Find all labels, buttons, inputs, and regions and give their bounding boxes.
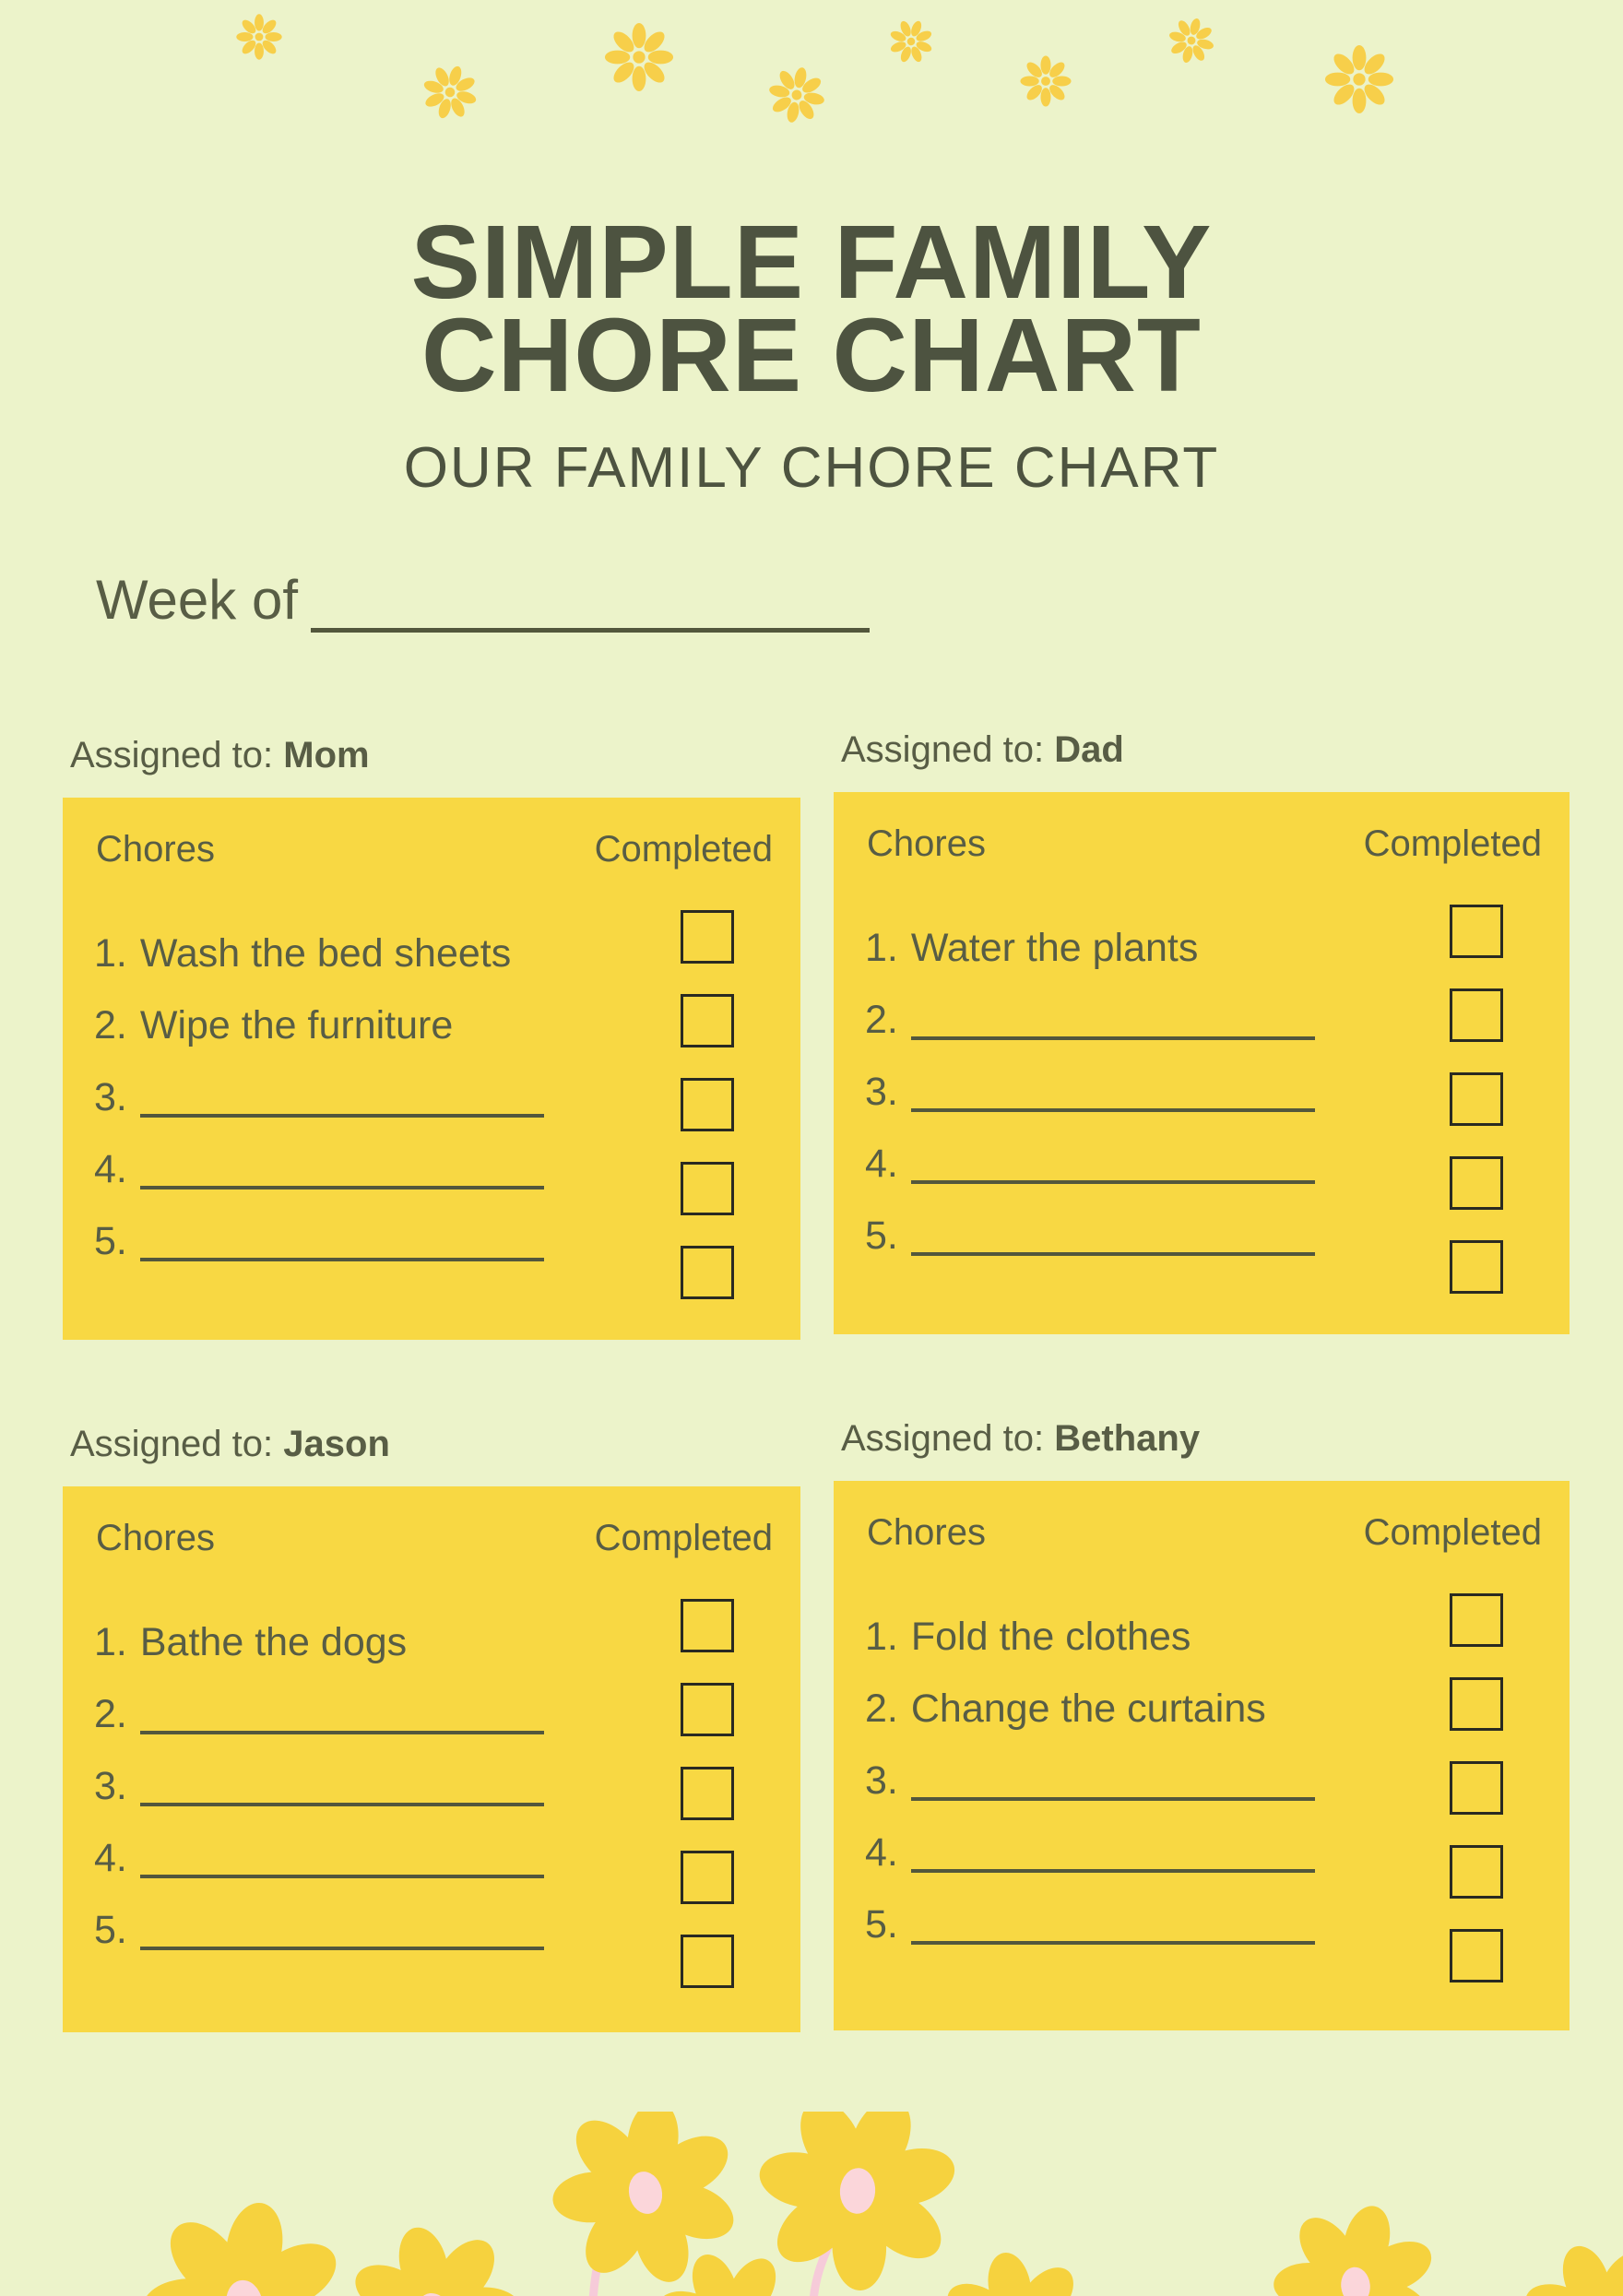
assigned-heading bbox=[841, 1416, 1570, 1461]
chores-header: Chores bbox=[867, 823, 986, 864]
chore-row: 4. bbox=[94, 1822, 681, 1894]
checkbox[interactable] bbox=[681, 1246, 734, 1299]
chore-row: 1. Fold the clothes bbox=[865, 1614, 1191, 1659]
checkbox[interactable] bbox=[681, 1935, 734, 1988]
chore-row: 2. bbox=[865, 984, 1450, 1056]
checkbox[interactable] bbox=[681, 994, 734, 1047]
checkbox[interactable] bbox=[1450, 1929, 1503, 1982]
chore-row: 2. bbox=[94, 1678, 681, 1750]
completed-header: Completed bbox=[594, 1518, 773, 1558]
chore-text: Bathe the dogs bbox=[139, 1619, 408, 1664]
checkbox[interactable] bbox=[1450, 1677, 1503, 1731]
chore-card bbox=[63, 798, 800, 1340]
chore-row: 1. Wash the bed sheets bbox=[94, 930, 512, 976]
chores-header: Chores bbox=[96, 829, 215, 870]
chore-blank-line[interactable] bbox=[911, 1108, 1315, 1112]
chore-row: 4. bbox=[865, 1128, 1450, 1200]
chore-card bbox=[834, 792, 1570, 1334]
assignee-name: Bethany bbox=[1054, 1418, 1201, 1459]
chore-text: Change the curtains bbox=[910, 1686, 1266, 1731]
assigned-label: Assigned to: bbox=[841, 1418, 1045, 1459]
daisy-icon bbox=[123, 2184, 366, 2296]
chore-text: Wipe the furniture bbox=[139, 1002, 454, 1047]
page-title-line2: CHORE CHART bbox=[421, 297, 1202, 413]
chore-blank-line[interactable] bbox=[911, 1036, 1315, 1040]
page-title-line1: SIMPLE FAMILY bbox=[410, 204, 1213, 320]
chores-header: Chores bbox=[96, 1518, 215, 1558]
week-of-blank-line[interactable] bbox=[311, 568, 870, 633]
chore-text: Wash the bed sheets bbox=[139, 930, 512, 976]
completed-header: Completed bbox=[1363, 823, 1542, 864]
completed-header: Completed bbox=[594, 829, 773, 870]
flower-icon bbox=[1019, 54, 1072, 108]
chore-row: 4. bbox=[94, 1133, 681, 1205]
chore-blank-line[interactable] bbox=[911, 1941, 1315, 1945]
chore-blank-line[interactable] bbox=[140, 1947, 544, 1950]
chore-blank-line[interactable] bbox=[911, 1797, 1315, 1801]
assigned-label: Assigned to: bbox=[70, 735, 274, 775]
chore-row: 3. bbox=[94, 1061, 681, 1133]
chore-blank-line[interactable] bbox=[911, 1252, 1315, 1256]
flower-icon bbox=[881, 11, 941, 71]
checkbox[interactable] bbox=[681, 1767, 734, 1820]
chore-blank-line[interactable] bbox=[911, 1869, 1315, 1873]
assigned-label: Assigned to: bbox=[70, 1424, 274, 1464]
daisy-icon bbox=[1497, 2219, 1623, 2296]
chore-row: 3. bbox=[94, 1750, 681, 1822]
chore-blank-line[interactable] bbox=[911, 1180, 1315, 1184]
chore-card-block-dad bbox=[834, 728, 1570, 1334]
checkbox[interactable] bbox=[1450, 1761, 1503, 1815]
assigned-heading bbox=[841, 728, 1570, 772]
checkbox[interactable] bbox=[681, 1599, 734, 1652]
chore-card-block-jason bbox=[63, 1422, 800, 2032]
assigned-heading bbox=[70, 1422, 800, 1466]
chore-text: Water the plants bbox=[910, 925, 1199, 970]
checkbox[interactable] bbox=[681, 1162, 734, 1215]
checkbox[interactable] bbox=[1450, 1593, 1503, 1647]
page-title bbox=[0, 204, 1623, 413]
chore-text: Fold the clothes bbox=[910, 1614, 1191, 1659]
flower-icon bbox=[1162, 11, 1221, 70]
chores-header: Chores bbox=[867, 1512, 986, 1553]
chore-row: 2. Wipe the furniture bbox=[94, 1002, 454, 1047]
page-subtitle: OUR FAMILY CHORE CHART bbox=[403, 436, 1220, 500]
week-of-row bbox=[96, 568, 870, 633]
assigned-label: Assigned to: bbox=[841, 729, 1045, 770]
chore-card bbox=[834, 1481, 1570, 2030]
chore-row: 3. bbox=[865, 1056, 1450, 1128]
chore-row: 5. bbox=[94, 1894, 681, 1966]
daisy-icon bbox=[327, 2207, 543, 2296]
daisy-icon bbox=[1253, 2186, 1458, 2296]
chore-blank-line[interactable] bbox=[140, 1258, 544, 1261]
chore-row: 2. Change the curtains bbox=[865, 1686, 1266, 1731]
checkbox[interactable] bbox=[1450, 1240, 1503, 1294]
chore-blank-line[interactable] bbox=[140, 1875, 544, 1878]
chore-row: 5. bbox=[865, 1200, 1450, 1272]
bottom-flower-border bbox=[0, 2112, 1623, 2296]
completed-header: Completed bbox=[1363, 1512, 1542, 1553]
checkbox[interactable] bbox=[1450, 988, 1503, 1042]
chore-blank-line[interactable] bbox=[140, 1186, 544, 1189]
flower-icon bbox=[235, 13, 283, 61]
chore-blank-line[interactable] bbox=[140, 1114, 544, 1118]
checkbox[interactable] bbox=[681, 1683, 734, 1736]
chore-card-block-mom bbox=[63, 733, 800, 1340]
chore-card-block-bethany bbox=[834, 1416, 1570, 2030]
chore-card bbox=[63, 1486, 800, 2032]
week-of-label: Week of bbox=[96, 569, 298, 631]
assignee-name: Dad bbox=[1054, 729, 1124, 770]
checkbox[interactable] bbox=[1450, 1845, 1503, 1899]
checkbox[interactable] bbox=[681, 1851, 734, 1904]
chore-row: 4. bbox=[865, 1817, 1450, 1888]
assignee-name: Mom bbox=[283, 735, 370, 775]
assigned-heading bbox=[70, 733, 800, 777]
checkbox[interactable] bbox=[681, 910, 734, 964]
chore-blank-line[interactable] bbox=[140, 1803, 544, 1806]
checkbox[interactable] bbox=[1450, 1072, 1503, 1126]
chore-row: 5. bbox=[94, 1205, 681, 1277]
checkbox[interactable] bbox=[1450, 1156, 1503, 1210]
assignee-name: Jason bbox=[283, 1424, 390, 1464]
checkbox[interactable] bbox=[681, 1078, 734, 1131]
daisy-icon bbox=[925, 2239, 1110, 2296]
flower-icon bbox=[603, 21, 675, 93]
checkbox[interactable] bbox=[1450, 905, 1503, 958]
chore-row: 1. Bathe the dogs bbox=[94, 1619, 408, 1664]
chore-row: 3. bbox=[865, 1745, 1450, 1817]
flower-icon bbox=[1323, 43, 1395, 115]
chore-row: 5. bbox=[865, 1888, 1450, 1960]
chore-blank-line[interactable] bbox=[140, 1731, 544, 1734]
flower-icon bbox=[414, 56, 486, 128]
flower-icon bbox=[762, 60, 832, 130]
chore-row: 1. Water the plants bbox=[865, 925, 1199, 970]
